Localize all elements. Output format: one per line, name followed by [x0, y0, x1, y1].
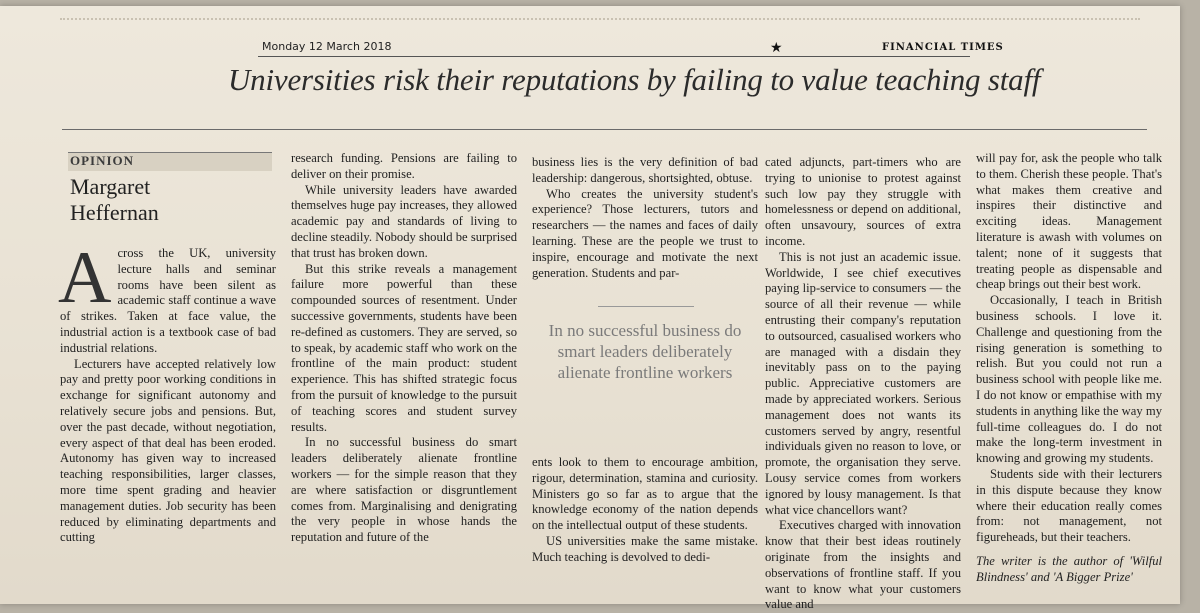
paragraph: will pay for, ask the people who talk to them. Cherish these people. That's what makes them creative and inspires their distinctive and exciting ideas. Management literature is awash with volumes on talent; none of it suggests that treating people as dispensable and cheap brings out their best work.	[976, 151, 1162, 292]
paragraph: business lies is the very definition of bad leadership: dangerous, shortsighted, obtuse.	[532, 155, 758, 185]
masthead-dots	[60, 18, 1140, 28]
paper-name: FINANCIAL TIMES	[882, 42, 1004, 53]
headline: Universities risk their reputations by failing to value teaching staff	[228, 62, 1041, 97]
paragraph: This is not just an academic issue. Worldwide, I see chief executives paying lip-service to consumers — the source of all their revenue — while entrusting their company's reputation to outsourced, casualised workers who are managed with a disdain they inevitably pass on to the paying public. Appreciative customers are made by appreciated workers. Serious management does not wants its customers served by angry, resentful individuals given no reason to love, or promote, the organisation they serve. Lousy service comes from workers ignored by lousy management. Is that what vice chancellors want?	[765, 249, 961, 517]
pull-quote: In no successful business do smart leaders deliberately alienate frontline workers	[548, 321, 742, 382]
paragraph: While university leaders have awarded themselves huge pay increases, they allowed academic pay and standards of living to decline steadily. Nobody should be surprised that trust has broken down.	[291, 182, 517, 260]
column-2	[291, 151, 517, 546]
drop-cap: A	[58, 237, 112, 319]
paragraph: research funding. Pensions are failing to deliver on their promise.	[291, 151, 517, 181]
paragraph: Occasionally, I teach in British business schools. I love it. Challenge and questioning from the rising generation is something to relish. But you could not run a business school with people like me. I do not know or empathise with my students in anything like the way my full-time colleagues do. I do not make the long-term investment in knowing and growing my students.	[976, 293, 1162, 466]
paragraph: In no successful business do smart leaders deliberately alienate frontline workers — for the simple reason that they are where satisfaction or disgruntlement comes from. Marginalising and denigrating the very people in whose hands the reputation and future of the	[291, 435, 517, 545]
author-last: Heffernan	[70, 200, 159, 225]
top-rule	[258, 56, 970, 57]
paragraph: Who creates the university student's experience? Those lecturers, tutors and researchers — the names and faces of daily learning. These are the people we trust to inspire, encourage and motivate the next generation. Students and par-	[532, 186, 758, 280]
paragraph: Students side with their lecturers in this dispute because they know where their education really comes from: not management, not figureheads, but their teachers.	[976, 466, 1162, 545]
paragraph: US universities make the same mistake. Much teaching is devolved to dedi-	[532, 533, 758, 564]
column-5	[976, 151, 1162, 586]
paragraph: Lecturers have accepted relatively low pay and pretty poor working conditions in exchange for significant autonomy and relatively secure jobs and pensions. But, over the past decade, without negotiation, every aspect of that deal has been eroded. Autonomy has given way to increased teaching responsibilities, larger classes, more time spent grading and heavier management duties. Job security has been reduced by eliminating departments and cutting	[60, 356, 276, 545]
column-4	[765, 155, 961, 613]
dateline: Monday 12 March 2018	[262, 40, 392, 53]
headline-rule	[62, 129, 1147, 130]
paragraph: cross the UK, university lecture halls and seminar rooms have been silent as academic staff continue a wave of strikes. Taken at face value, the industrial action is a textbook case of bad industrial relations.	[60, 246, 276, 355]
column-3-top	[532, 155, 758, 281]
paragraph: Executives charged with innovation know that their best ideas routinely originate from the insights and observations of frontline staff. If you want to know what your customers value and	[765, 518, 961, 612]
column-3-bottom	[532, 455, 758, 566]
column-1	[58, 237, 276, 546]
author-first: Margaret	[70, 174, 151, 199]
author-note: The writer is the author of 'Wilful Blindness' and 'A Bigger Prize'	[976, 553, 1162, 584]
newspaper-clipping	[0, 6, 1180, 612]
paragraph: cated adjuncts, part-timers who are trying to unionise to protest against such low pay they struggle with homelessness or depend on additional, often unsavoury, sources of extra income.	[765, 155, 961, 248]
author-name	[70, 174, 270, 226]
star-icon: ★	[770, 40, 783, 56]
paragraph: ents look to them to encourage ambition, rigour, determination, stamina and curiosity. Ministers go so far as to argue that the knowledge economy of the nation depends on the intellectual output of these students.	[532, 455, 758, 533]
paragraph: But this strike reveals a management failure more powerful than these compounded sources of resentment. Under successive governments, students have been re-defined as customers. They are served, so to speak, by academic staff who work on the frontline of the main product: student experience. This has shifted strategic focus from the pursuit of knowledge to the pursuit of teaching scores and student survey results.	[291, 261, 517, 434]
section-label: OPINION	[70, 153, 135, 168]
pull-quote-rule	[598, 306, 694, 307]
